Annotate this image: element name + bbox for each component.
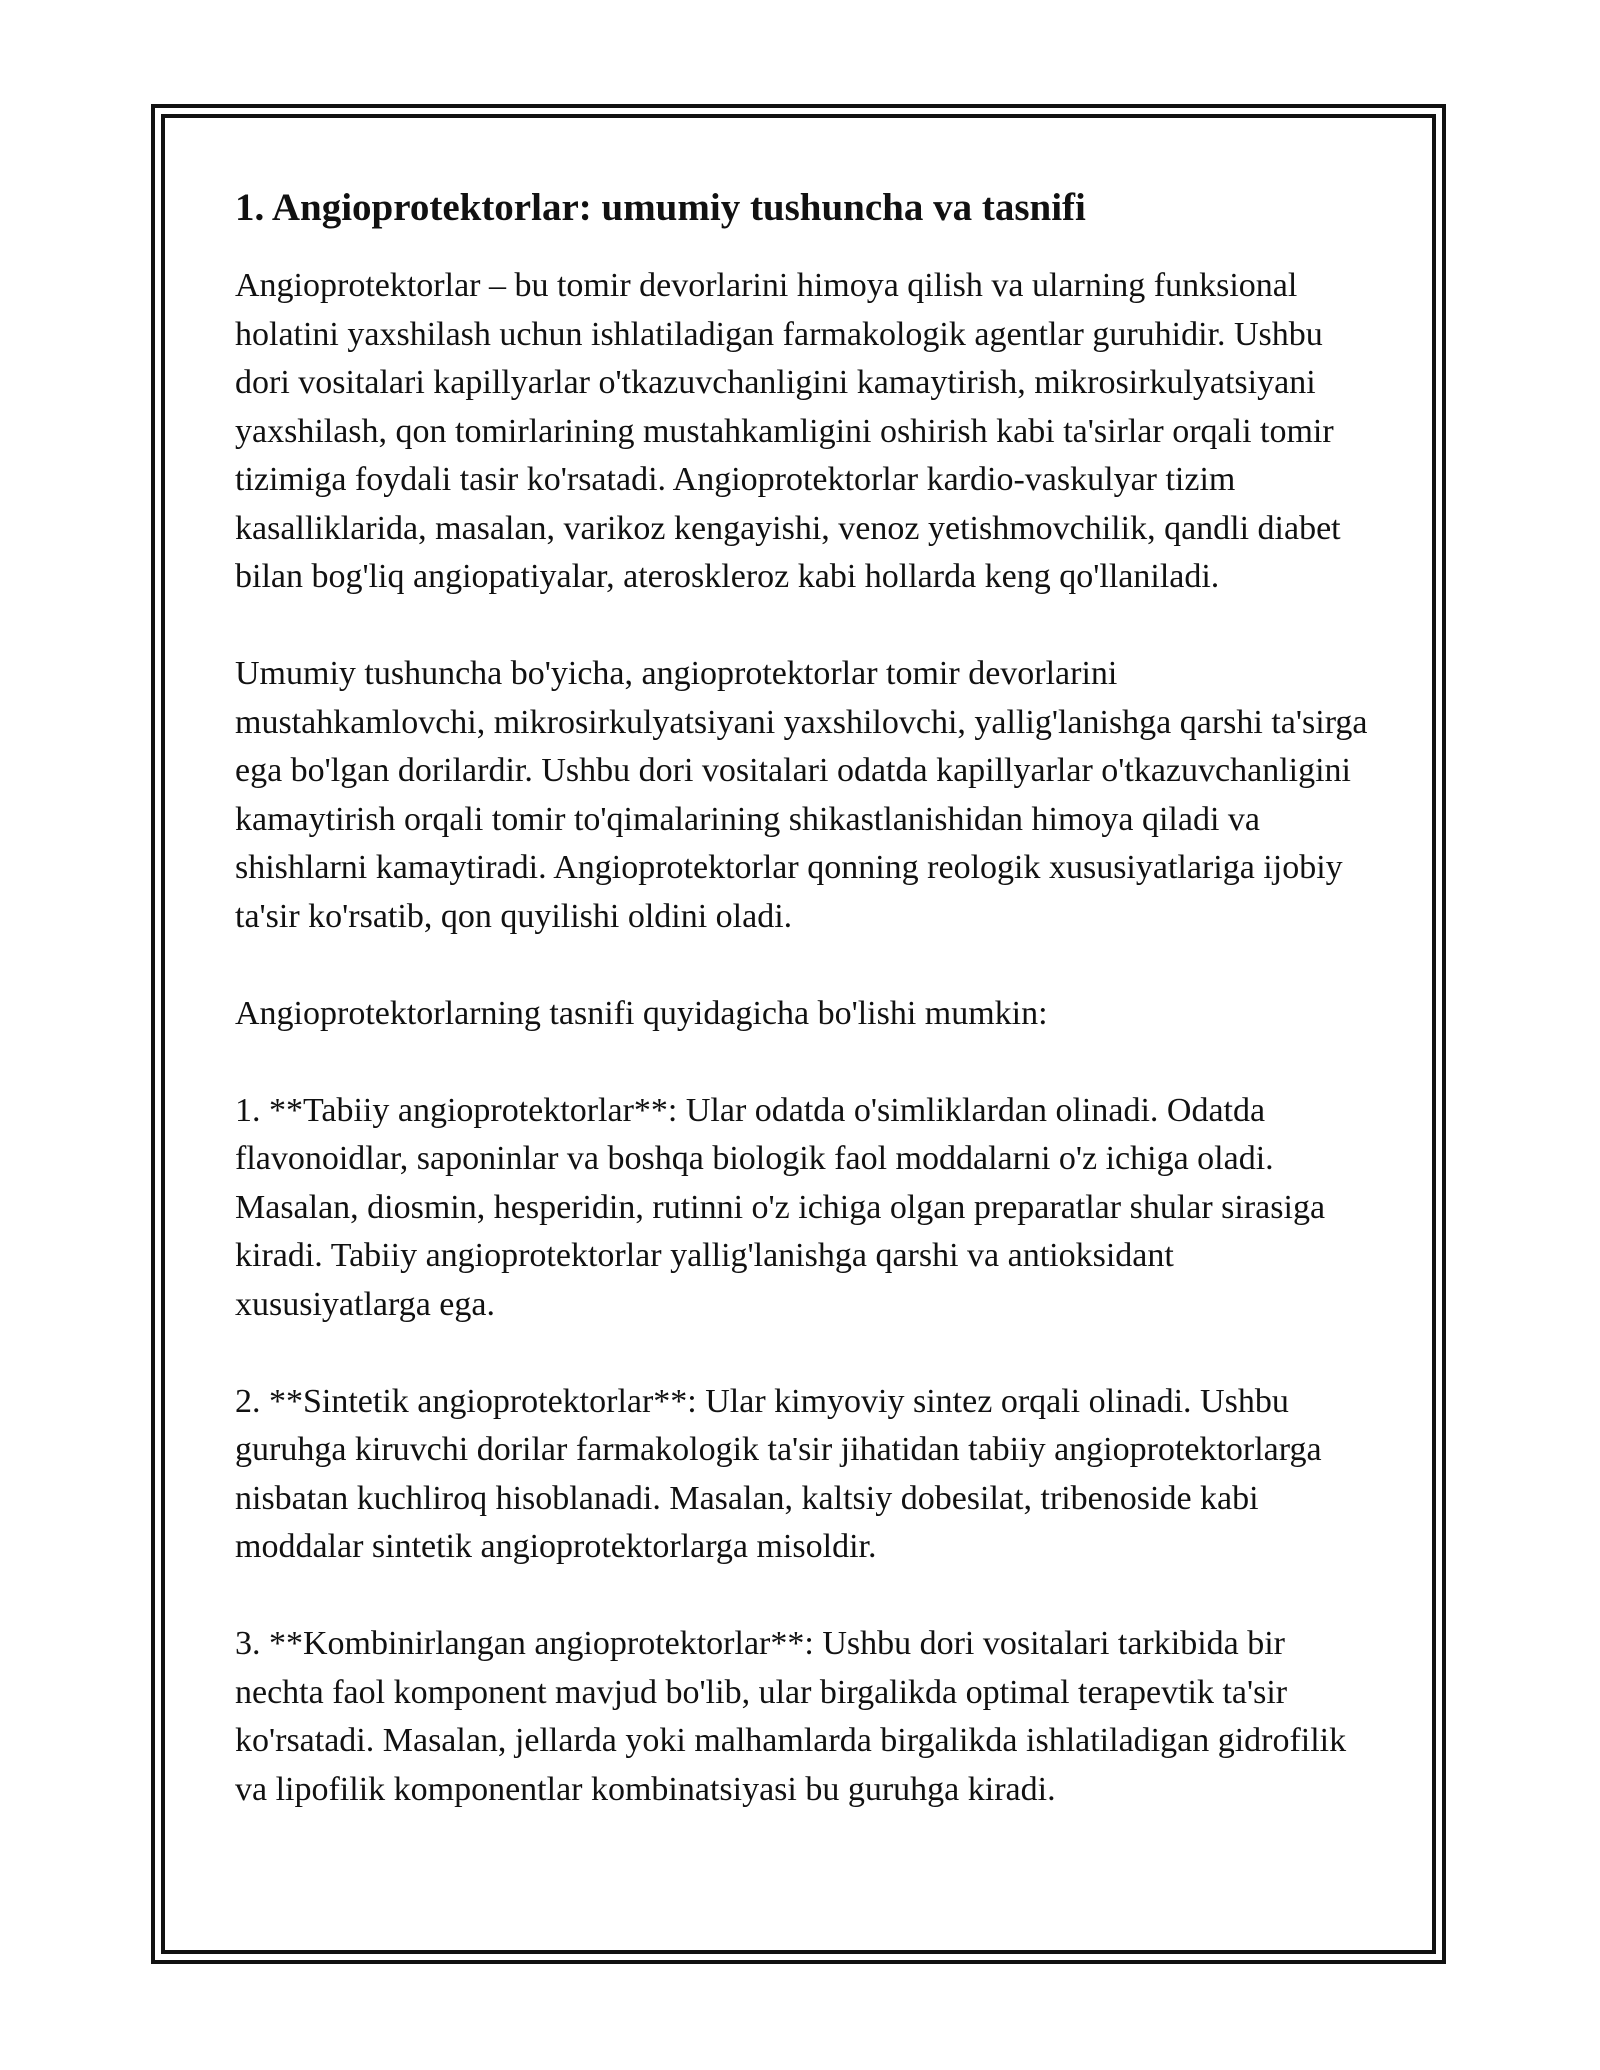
- list-item-synthetic: 2. **Sintetik angioprotektorlar**: Ular kimyoviy sintez orqali olinadi. Ushbu guruhga kiruvchi dorilar farmakologik ta'sir jihatidan tabiiy angioprotektorlarga nisbatan kuchliroq hisoblanadi. Masalan, kaltsiy dobesilat, tribenoside kabi moddalar sintetik angioprotektorlarga misoldir.: [235, 1382, 1322, 1565]
- document-body: [235, 184, 1375, 1814]
- paragraph-definition: Angioprotektorlar – bu tomir devorlarini himoya qilish va ularning funksional holatini yaxshilash uchun ishlatiladigan farmakologik agentlar guruhidir. Ushbu dori vositalari kapillyarlar o'tkazuvchanligini kamaytirish, mikrosirkulyatsiyani yaxshilash, qon tomirlarining mustahkamligini oshirish kabi ta'sirlar orqali tomir tizimiga foydali tasir ko'rsatadi. Angioprotektorlar kardio-vaskulyar tizim kasalliklarida, masalan, varikoz kengayishi, venoz yetishmovchilik, qandli diabet bilan bog'liq angiopatiyalar, ateroskleroz kabi hollarda keng qo'llaniladi.: [235, 267, 1341, 595]
- paragraph-classification-intro: Angioprotektorlarning tasnifi quyidagicha bo'lishi mumkin:: [235, 994, 1048, 1032]
- section-title: 1. Angioprotektorlar: umumiy tushuncha va tasnifi: [235, 186, 1086, 229]
- paragraph-general-concept: Umumiy tushuncha bo'yicha, angioprotektorlar tomir devorlarini mustahkamlovchi, mikrosirkulyatsiyani yaxshilovchi, yallig'lanishga qarshi ta'sirga ega bo'lgan dorilardir. Ushbu dori vositalari odatda kapillyarlar o'tkazuvchanligini kamaytirish orqali tomir to'qimalarining shikastlanishidan himoya qiladi va shishlarni kamaytiradi. Angioprotektorlar qonning reologik xususiyatlariga ijobiy ta'sir ko'rsatib, qon quyilishi oldini oladi.: [235, 655, 1368, 935]
- list-item-natural: 1. **Tabiiy angioprotektorlar**: Ular odatda o'simliklardan olinadi. Odatda flavonoidlar, saponinlar va boshqa biologik faol moddalarni o'z ichiga oladi. Masalan, diosmin, hesperidin, rutinni o'z ichiga olgan preparatlar shular sirasiga kiradi. Tabiiy angioprotektorlar yallig'lanishga qarshi va antioksidant xususiyatlarga ega.: [235, 1091, 1326, 1323]
- list-item-combined: 3. **Kombinirlangan angioprotektorlar**: Ushbu dori vositalari tarkibida bir nechta faol komponent mavjud bo'lib, ular birgalikda optimal terapevtik ta'sir ko'rsatadi. Masalan, jellarda yoki malhamlarda birgalikda ishlatiladigan gidrofilik va lipofilik komponentlar kombinatsiyasi bu guruhga kiradi.: [235, 1625, 1347, 1808]
